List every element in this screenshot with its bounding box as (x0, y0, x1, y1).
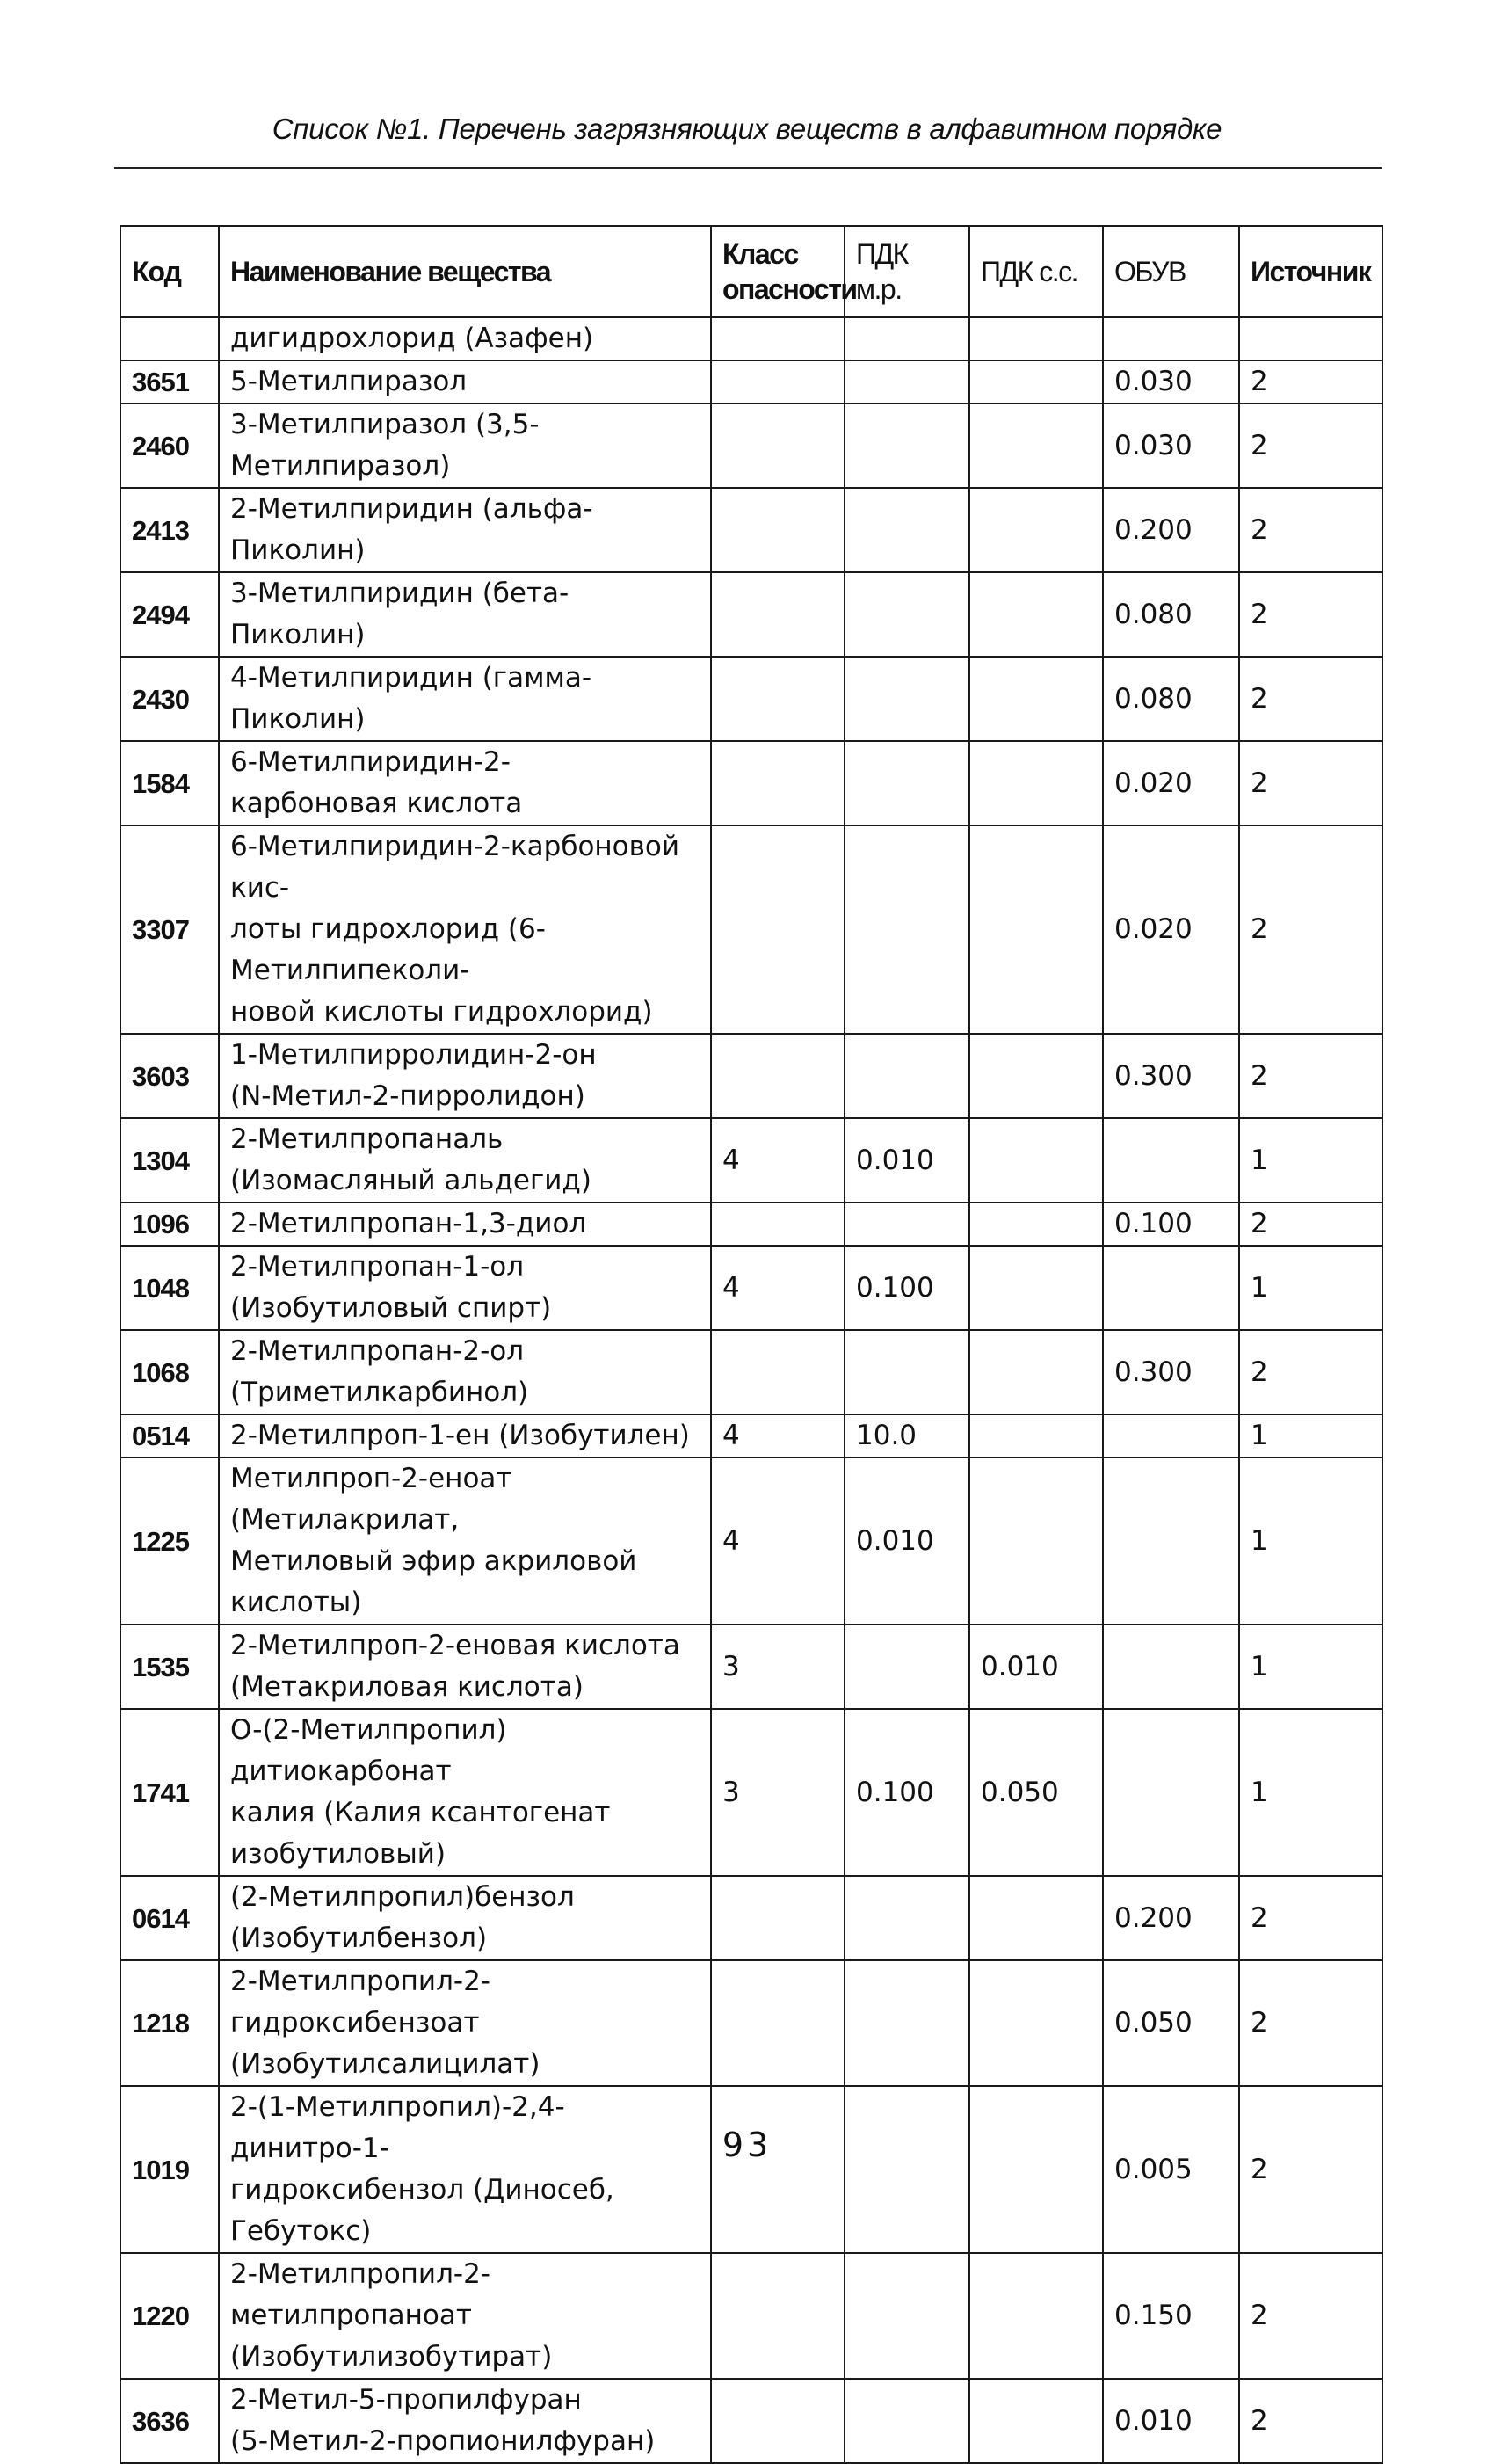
cell-pdk-ss (969, 360, 1103, 403)
cell-code: 1068 (120, 1330, 219, 1414)
cell-name (219, 1457, 711, 1624)
cell-pdk-ss (969, 1414, 1103, 1457)
cell-hazard-class (711, 360, 845, 403)
cell-pdk-ss (969, 1118, 1103, 1203)
cell-name (219, 1960, 711, 2086)
cell-pdk-ss: 0.050 (969, 1709, 1103, 1876)
cell-source: 2 (1239, 572, 1382, 657)
cell-code: 0614 (120, 1876, 219, 1960)
cell-pdk-ss (969, 657, 1103, 741)
cell-source: 2 (1239, 1960, 1382, 2086)
cell-pdk-mr (845, 488, 969, 572)
cell-obuv: 0.100 (1103, 1203, 1239, 1246)
cell-name-line: изобутиловый) (230, 1838, 446, 1870)
cell-source: 2 (1239, 403, 1382, 488)
cell-name-line: гидроксибензол (Диносеб, Гебутокс) (230, 2174, 614, 2247)
cell-hazard-class (711, 403, 845, 488)
cell-code: 1225 (120, 1457, 219, 1624)
cell-code: 1220 (120, 2253, 219, 2379)
cell-name-line: (Изобутилбензол) (230, 1923, 488, 1954)
table-row (120, 1876, 1382, 1960)
cell-pdk-mr (845, 741, 969, 825)
header-pdk-ss: ПДК с.с. (969, 226, 1103, 317)
cell-code: 1096 (120, 1203, 219, 1246)
cell-name (219, 1203, 711, 1246)
cell-name (219, 1709, 711, 1876)
cell-name-line: (Изобутилсалицилат) (230, 2048, 540, 2080)
cell-obuv (1103, 317, 1239, 360)
header-obuv: ОБУВ (1103, 226, 1239, 317)
table-row (120, 488, 1382, 572)
cell-pdk-ss (969, 741, 1103, 825)
cell-pdk-mr (845, 572, 969, 657)
table-header-row (120, 226, 1382, 317)
cell-hazard-class: 3 (711, 1624, 845, 1709)
cell-obuv (1103, 1624, 1239, 1709)
cell-code: 2494 (120, 572, 219, 657)
cell-code (120, 317, 219, 360)
cell-obuv: 0.050 (1103, 1960, 1239, 2086)
cell-hazard-class (711, 825, 845, 1034)
table-row (120, 1118, 1382, 1203)
cell-obuv: 0.080 (1103, 657, 1239, 741)
cell-pdk-mr: 10.0 (845, 1414, 969, 1457)
cell-source: 2 (1239, 360, 1382, 403)
cell-source: 2 (1239, 2253, 1382, 2379)
cell-code: 3651 (120, 360, 219, 403)
cell-pdk-mr: 0.010 (845, 1118, 969, 1203)
cell-hazard-class (711, 317, 845, 360)
cell-name (219, 2086, 711, 2253)
cell-name-line: калия (Калия ксантогенат (230, 1797, 611, 1828)
header-rule (114, 167, 1382, 169)
cell-name-line: 2-Метилпроп-2-еновая кислота (230, 1630, 680, 1661)
cell-name-line: 2-(1-Метилпропил)-2,4-динитро-1- (230, 2091, 565, 2164)
cell-name (219, 488, 711, 572)
cell-name-line: 2-Метилпропан-1,3-диол (230, 1208, 587, 1239)
cell-pdk-ss (969, 1203, 1103, 1246)
cell-source: 2 (1239, 488, 1382, 572)
cell-obuv: 0.300 (1103, 1330, 1239, 1414)
cell-hazard-class: 4 (711, 1118, 845, 1203)
cell-pdk-ss (969, 1034, 1103, 1118)
cell-name-line: 2-Метилпропан-1-ол (230, 1251, 525, 1283)
table-row (120, 741, 1382, 825)
cell-code: 3636 (120, 2379, 219, 2463)
cell-source: 1 (1239, 1118, 1382, 1203)
cell-pdk-mr (845, 317, 969, 360)
table-row (120, 1414, 1382, 1457)
cell-name-line: 2-Метилпроп-1-ен (Изобутилен) (230, 1420, 690, 1451)
table-row (120, 1203, 1382, 1246)
cell-pdk-mr (845, 1876, 969, 1960)
cell-source: 2 (1239, 825, 1382, 1034)
cell-name-line: (Изобутилизобутират) (230, 2341, 553, 2373)
cell-hazard-class (711, 2379, 845, 2463)
table-row (120, 403, 1382, 488)
cell-pdk-mr (845, 825, 969, 1034)
cell-name-line: 6-Метилпиридин-2- (230, 746, 511, 778)
cell-name (219, 317, 711, 360)
cell-obuv: 0.300 (1103, 1034, 1239, 1118)
cell-name (219, 403, 711, 488)
cell-obuv (1103, 1246, 1239, 1330)
cell-obuv: 0.010 (1103, 2379, 1239, 2463)
cell-code: 3307 (120, 825, 219, 1034)
cell-source: 2 (1239, 1330, 1382, 1414)
cell-name-line: (Триметилкарбинол) (230, 1377, 529, 1408)
cell-name-line: 2-Метилпропил-2-гидроксибензоат (230, 1966, 490, 2039)
cell-pdk-ss (969, 1876, 1103, 1960)
running-header: Список №1. Перечень загрязняющих веществ в алфавитном порядке (272, 113, 1222, 145)
table-row (120, 1330, 1382, 1414)
cell-name-line: O-(2-Метилпропил) дитиокарбонат (230, 1714, 507, 1787)
cell-source: 2 (1239, 657, 1382, 741)
cell-pdk-ss (969, 1246, 1103, 1330)
cell-pdk-ss (969, 1960, 1103, 2086)
table-row (120, 360, 1382, 403)
cell-pdk-ss: 0.010 (969, 1624, 1103, 1709)
cell-name (219, 1624, 711, 1709)
cell-hazard-class (711, 741, 845, 825)
cell-name-line: 2-Метилпропаналь (230, 1123, 504, 1155)
cell-pdk-mr: 0.010 (845, 1457, 969, 1624)
cell-source (1239, 317, 1382, 360)
cell-pdk-mr (845, 360, 969, 403)
header-code: Код (120, 226, 219, 317)
cell-name (219, 825, 711, 1034)
cell-code: 1584 (120, 741, 219, 825)
cell-pdk-ss (969, 825, 1103, 1034)
cell-obuv: 0.080 (1103, 572, 1239, 657)
cell-pdk-mr (845, 1960, 969, 2086)
cell-name-line: новой кислоты гидрохлорид) (230, 996, 653, 1028)
table-row (120, 825, 1382, 1034)
header-pdk-mr: ПДК м.р. (845, 226, 969, 317)
cell-hazard-class (711, 1876, 845, 1960)
cell-hazard-class (711, 657, 845, 741)
cell-name-line: 3-Метилпиридин (бета-Пиколин) (230, 578, 569, 651)
cell-code: 2413 (120, 488, 219, 572)
cell-name (219, 657, 711, 741)
cell-pdk-mr: 0.100 (845, 1709, 969, 1876)
cell-name-line: 3-Метилпиразол (3,5-Метилпиразол) (230, 409, 540, 482)
cell-name (219, 1246, 711, 1330)
cell-hazard-class (711, 572, 845, 657)
cell-obuv (1103, 1414, 1239, 1457)
table-row (120, 572, 1382, 657)
cell-source: 2 (1239, 2379, 1382, 2463)
cell-pdk-ss (969, 488, 1103, 572)
cell-hazard-class (711, 1330, 845, 1414)
table-row (120, 1034, 1382, 1118)
table-row (120, 1246, 1382, 1330)
cell-obuv: 0.200 (1103, 488, 1239, 572)
table-row (120, 657, 1382, 741)
cell-source: 2 (1239, 1876, 1382, 1960)
cell-pdk-ss (969, 2086, 1103, 2253)
cell-source: 1 (1239, 1457, 1382, 1624)
cell-pdk-mr (845, 2086, 969, 2253)
cell-name-line: 5-Метилпиразол (230, 366, 468, 397)
page-number: 93 (722, 2126, 772, 2164)
table-row (120, 2253, 1382, 2379)
header-name: Наименование вещества (219, 226, 711, 317)
cell-hazard-class (711, 1034, 845, 1118)
cell-code: 0514 (120, 1414, 219, 1457)
header-source: Источник (1239, 226, 1382, 317)
cell-pdk-mr (845, 1330, 969, 1414)
cell-name-line: дигидрохлорид (Азафен) (230, 323, 594, 354)
cell-name (219, 1034, 711, 1118)
cell-hazard-class (711, 1960, 845, 2086)
cell-code: 3603 (120, 1034, 219, 1118)
cell-name-line: (2-Метилпропил)бензол (230, 1881, 575, 1913)
cell-name-line: (Метакриловая кислота) (230, 1671, 584, 1703)
cell-pdk-mr (845, 2379, 969, 2463)
cell-source: 2 (1239, 1034, 1382, 1118)
cell-obuv: 0.030 (1103, 360, 1239, 403)
cell-name-line: (Изобутиловый спирт) (230, 1292, 552, 1324)
cell-source: 1 (1239, 1709, 1382, 1876)
table-row (120, 2086, 1382, 2253)
cell-source: 1 (1239, 1624, 1382, 1709)
cell-name-line: 2-Метил-5-пропилфуран (230, 2384, 582, 2416)
header-hazard-class: Класс опасности (711, 226, 845, 317)
cell-pdk-ss (969, 1457, 1103, 1624)
cell-hazard-class: 4 (711, 1414, 845, 1457)
cell-name (219, 572, 711, 657)
cell-pdk-ss (969, 317, 1103, 360)
cell-name-line: (N-Метил-2-пирролидон) (230, 1080, 585, 1112)
cell-pdk-mr (845, 2253, 969, 2379)
cell-name-line: 2-Метилпропан-2-ол (230, 1335, 525, 1367)
cell-code: 1218 (120, 1960, 219, 2086)
cell-name-line: лоты гидрохлорид (6-Метилпипеколи- (230, 913, 546, 986)
cell-name (219, 741, 711, 825)
cell-source: 1 (1239, 1414, 1382, 1457)
cell-code: 1048 (120, 1246, 219, 1330)
cell-name (219, 1330, 711, 1414)
cell-hazard-class (711, 488, 845, 572)
table-row (120, 1624, 1382, 1709)
cell-pdk-mr (845, 657, 969, 741)
cell-name-line: 6-Метилпиридин-2-карбоновой кис- (230, 831, 680, 904)
cell-obuv: 0.020 (1103, 825, 1239, 1034)
cell-pdk-mr: 0.100 (845, 1246, 969, 1330)
table-row (120, 317, 1382, 360)
cell-name (219, 360, 711, 403)
cell-obuv (1103, 1709, 1239, 1876)
cell-pdk-ss (969, 403, 1103, 488)
cell-code: 1741 (120, 1709, 219, 1876)
cell-source: 2 (1239, 741, 1382, 825)
cell-pdk-ss (969, 2253, 1103, 2379)
cell-code: 1535 (120, 1624, 219, 1709)
cell-name-line: Метилпроп-2-еноат (Метилакрилат, (230, 1463, 512, 1536)
cell-code: 1019 (120, 2086, 219, 2253)
cell-pdk-ss (969, 2379, 1103, 2463)
cell-pdk-ss (969, 572, 1103, 657)
cell-obuv: 0.005 (1103, 2086, 1239, 2253)
cell-source: 2 (1239, 1203, 1382, 1246)
cell-name-line: Метиловый эфир акриловой кислоты) (230, 1545, 637, 1618)
cell-code: 1304 (120, 1118, 219, 1203)
cell-obuv: 0.150 (1103, 2253, 1239, 2379)
table-row (120, 1709, 1382, 1876)
cell-hazard-class: 3 (711, 1709, 845, 1876)
cell-name (219, 1118, 711, 1203)
table-row (120, 1960, 1382, 2086)
cell-pdk-mr (845, 403, 969, 488)
cell-code: 2430 (120, 657, 219, 741)
cell-hazard-class (711, 2086, 845, 2253)
table-row (120, 2379, 1382, 2463)
cell-pdk-ss (969, 1330, 1103, 1414)
cell-name-line: 2-Метилпропил-2-метилпропаноат (230, 2258, 490, 2331)
cell-code: 2460 (120, 403, 219, 488)
cell-name-line: (Изомасляный альдегид) (230, 1165, 591, 1196)
cell-hazard-class (711, 1203, 845, 1246)
cell-pdk-mr (845, 1203, 969, 1246)
cell-name-line: карбоновая кислота (230, 788, 523, 819)
cell-name-line: 4-Метилпиридин (гамма-Пиколин) (230, 662, 592, 735)
cell-hazard-class: 4 (711, 1246, 845, 1330)
cell-pdk-mr (845, 1034, 969, 1118)
cell-obuv: 0.020 (1103, 741, 1239, 825)
cell-name (219, 1414, 711, 1457)
cell-hazard-class: 4 (711, 1457, 845, 1624)
cell-pdk-mr (845, 1624, 969, 1709)
cell-name (219, 2379, 711, 2463)
table-row (120, 1457, 1382, 1624)
cell-obuv (1103, 1457, 1239, 1624)
cell-name-line: 2-Метилпиридин (альфа-Пиколин) (230, 493, 593, 566)
cell-hazard-class (711, 2253, 845, 2379)
cell-name-line: 1-Метилпирролидин-2-он (230, 1039, 597, 1071)
cell-source: 1 (1239, 1246, 1382, 1330)
cell-source: 2 (1239, 2086, 1382, 2253)
cell-obuv: 0.200 (1103, 1876, 1239, 1960)
cell-name-line: (5-Метил-2-пропионилфуран) (230, 2425, 656, 2457)
cell-name (219, 1876, 711, 1960)
cell-name (219, 2253, 711, 2379)
cell-obuv (1103, 1118, 1239, 1203)
cell-obuv: 0.030 (1103, 403, 1239, 488)
